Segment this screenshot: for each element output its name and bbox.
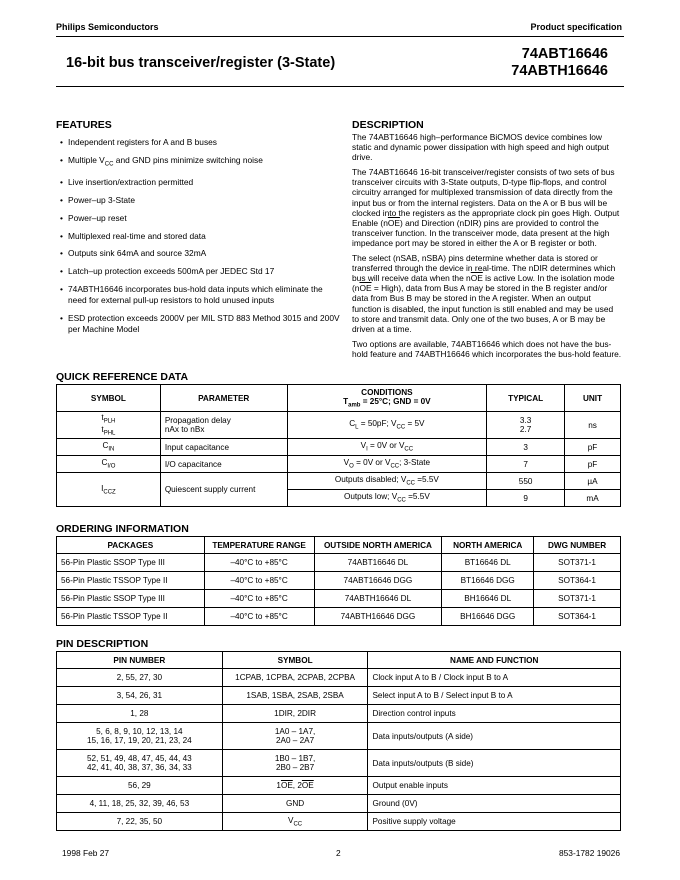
pin-number-cell: 56, 29 bbox=[57, 777, 223, 795]
table-row bbox=[57, 554, 621, 572]
symbol-cell: $C_{IN}$ bbox=[57, 439, 161, 456]
dwg-cell: SOT364-1 bbox=[534, 608, 621, 626]
table-row bbox=[57, 412, 621, 439]
ordering-table bbox=[56, 536, 621, 626]
part-number-1: 74ABT16646 bbox=[521, 46, 608, 62]
dwg-cell: SOT371-1 bbox=[534, 590, 621, 608]
package-cell: 56-Pin Plastic TSSOP Type II bbox=[57, 572, 205, 590]
function-cell: Direction control inputs bbox=[368, 705, 621, 723]
temperature-cell: –40°C to +85°C bbox=[204, 554, 314, 572]
table-row bbox=[57, 813, 621, 831]
feature-item: • Multiplexed real-time and stored data bbox=[60, 231, 340, 242]
function-cell: Positive supply voltage bbox=[368, 813, 621, 831]
feature-item: • Latch–up protection exceeds 500mA per JEDEC Std 17 bbox=[60, 266, 340, 277]
parameter-cell: Input capacitance bbox=[160, 439, 287, 456]
part-number-2: 74ABTH16646 bbox=[511, 63, 608, 79]
symbol-cell: $V_{CC}$ bbox=[222, 813, 368, 831]
column-header: PARAMETER bbox=[160, 385, 287, 412]
typical-cell: 9 bbox=[487, 490, 565, 507]
table-row bbox=[57, 777, 621, 795]
typical-cell: 7 bbox=[487, 456, 565, 473]
function-cell: Data inputs/outputs (B side) bbox=[368, 750, 621, 777]
column-header: TEMPERATURE RANGE bbox=[204, 537, 314, 554]
ordering-heading: ORDERING INFORMATION bbox=[56, 523, 189, 535]
header-rule bbox=[56, 36, 624, 37]
temperature-cell: –40°C to +85°C bbox=[204, 608, 314, 626]
part-numbers bbox=[511, 46, 608, 80]
table-row bbox=[57, 669, 621, 687]
temperature-cell: –40°C to +85°C bbox=[204, 590, 314, 608]
symbol-cell: 1DIR, 2DIR bbox=[222, 705, 368, 723]
outside-na-cell: 74ABT16646 DGG bbox=[314, 572, 442, 590]
outside-na-cell: 74ABTH16646 DGG bbox=[314, 608, 442, 626]
parameter-cell: Propagation delay nAx to nBx bbox=[160, 412, 287, 439]
page-number: 2 bbox=[336, 848, 341, 858]
feature-item: • 74ABTH16646 incorporates bus-hold data inputs which eliminate the need for external pull-up resistors to hold unused inputs bbox=[60, 284, 340, 306]
outside-na-cell: 74ABTH16646 DL bbox=[314, 590, 442, 608]
unit-cell: pF bbox=[565, 439, 621, 456]
unit-cell: mA bbox=[565, 490, 621, 507]
temperature-cell: –40°C to +85°C bbox=[204, 572, 314, 590]
footer-code: 853-1782 19026 bbox=[558, 848, 620, 858]
function-cell: Clock input A to B / Clock input B to A bbox=[368, 669, 621, 687]
feature-item: • Live insertion/extraction permitted bbox=[60, 177, 340, 188]
symbol-cell: 1CPAB, 1CPBA, 2CPAB, 2CPBA bbox=[222, 669, 368, 687]
pin-number-cell: 2, 55, 27, 30 bbox=[57, 669, 223, 687]
outside-na-cell: 74ABT16646 DL bbox=[314, 554, 442, 572]
page-title: 16-bit bus transceiver/register (3-State) bbox=[66, 55, 336, 71]
features-heading: FEATURES bbox=[56, 119, 112, 131]
header-rule-2 bbox=[56, 86, 624, 87]
symbol-cell: $t_{PLH}$ $t_{PHL}$ bbox=[57, 412, 161, 439]
column-header: NAME AND FUNCTION bbox=[368, 652, 621, 669]
column-header: PACKAGES bbox=[57, 537, 205, 554]
table-row bbox=[57, 795, 621, 813]
description-paragraph: The select (nSAB, nSBA) pins determine whether data is stored or transferred through the device in real-time. The nDIR determines which bus will receive data when the $n\overline{OE}$ is active Low. In the isolation mode ($n\overline{OE}$ = High), data from Bus A may be stored in the B register and/or data from Bus B may be stored in the A register. When an output function is disabled, the input function is still enabled and may be used to store and transmit data. Only one of the two buses, A or B may be driven at a time. bbox=[352, 253, 616, 334]
pin-number-cell: 7, 22, 35, 50 bbox=[57, 813, 223, 831]
table-row bbox=[57, 590, 621, 608]
column-header: SYMBOL bbox=[222, 652, 368, 669]
conditions-cell: $V_O = 0V$ or $V_{CC}$; 3-State bbox=[287, 456, 487, 473]
function-cell: Data inputs/outputs (A side) bbox=[368, 723, 621, 750]
symbol-cell: 1SAB, 1SBA, 2SAB, 2SBA bbox=[222, 687, 368, 705]
dwg-cell: SOT371-1 bbox=[534, 554, 621, 572]
typical-cell: 3.3 2.7 bbox=[487, 412, 565, 439]
column-header: CONDITIONS $T_{amb} = 25^\circ C$; GND = 0V bbox=[287, 385, 487, 412]
function-cell: Select input A to B / Select input B to A bbox=[368, 687, 621, 705]
description-body bbox=[352, 132, 622, 364]
na-cell: BT16646 DGG bbox=[442, 572, 534, 590]
table-row bbox=[57, 750, 621, 777]
document-type: Product specification bbox=[530, 22, 622, 32]
na-cell: BH16646 DGG bbox=[442, 608, 534, 626]
feature-item: • Power–up reset bbox=[60, 213, 340, 224]
feature-item: • Power–up 3-State bbox=[60, 195, 340, 206]
package-cell: 56-Pin Plastic TSSOP Type II bbox=[57, 608, 205, 626]
quick-reference-table bbox=[56, 384, 621, 507]
description-paragraph: Two options are available, 74ABT16646 which does not have the bus-hold feature and 74ABTH16646 which incorporates the bus-hold feature. bbox=[352, 338, 622, 359]
pin-number-cell: 5, 6, 8, 9, 10, 12, 13, 14 15, 16, 17, 19, 20, 21, 23, 24 bbox=[57, 723, 223, 750]
qrd-heading: QUICK REFERENCE DATA bbox=[56, 371, 189, 383]
description-paragraph: The 74ABT16646 high–performance BiCMOS device combines low static and dynamic power dissipation with high speed and high output drive. bbox=[352, 132, 609, 163]
table-row bbox=[57, 608, 621, 626]
description-heading: DESCRIPTION bbox=[352, 119, 424, 131]
feature-item: • Independent registers for A and B buses bbox=[60, 137, 340, 148]
typical-cell: 550 bbox=[487, 473, 565, 490]
symbol-cell: GND bbox=[222, 795, 368, 813]
parameter-cell: I/O capacitance bbox=[160, 456, 287, 473]
symbol-cell: 1A0 – 1A7, 2A0 – 2A7 bbox=[222, 723, 368, 750]
pin-number-cell: 4, 11, 18, 25, 32, 39, 46, 53 bbox=[57, 795, 223, 813]
column-header: NORTH AMERICA bbox=[442, 537, 534, 554]
table-row bbox=[57, 456, 621, 473]
feature-item: • ESD protection exceeds 2000V per MIL STD 883 Method 3015 and 200V per Machine Model bbox=[60, 313, 340, 335]
column-header: TYPICAL bbox=[487, 385, 565, 412]
dwg-cell: SOT364-1 bbox=[534, 572, 621, 590]
symbol-cell: $I_{CCZ}$ bbox=[57, 473, 161, 507]
pin-number-cell: 52, 51, 49, 48, 47, 45, 44, 43 42, 41, 40, 38, 37, 36, 34, 33 bbox=[57, 750, 223, 777]
parameter-cell: Quiescent supply current bbox=[160, 473, 287, 507]
package-cell: 56-Pin Plastic SSOP Type III bbox=[57, 554, 205, 572]
table-row bbox=[57, 572, 621, 590]
table-row bbox=[57, 473, 621, 490]
feature-item: • Multiple $V_{CC}$ and GND pins minimize switching noise bbox=[60, 155, 340, 171]
function-cell: Ground (0V) bbox=[368, 795, 621, 813]
conditions-cell: $C_L = 50pF$; $V_{CC} = 5V$ bbox=[287, 412, 487, 439]
conditions-cell: $V_I = 0V$ or $V_{CC}$ bbox=[287, 439, 487, 456]
description-paragraph: The 74ABT16646 16-bit transceiver/register consists of two sets of bus transceiver circuits with 3-State outputs, D-type flip-flops, and control circuitry arranged for multiplexed transmission of data directly from the input bus or from the internal registers. Data on the A or B bus will be clocked into the registers as the appropriate clock pin goes High. Output Enable $(n\overline{OE})$ and Direction (nDIR) pins are provided to control the transceiver function. In the transceiver mode, data present at the high impedance port may be stored in either the A or B register or both. bbox=[352, 167, 620, 248]
features-list bbox=[60, 137, 340, 342]
unit-cell: pF bbox=[565, 456, 621, 473]
unit-cell: µA bbox=[565, 473, 621, 490]
company-name: Philips Semiconductors bbox=[56, 22, 159, 32]
column-header: DWG NUMBER bbox=[534, 537, 621, 554]
conditions-cell: Outputs disabled; $V_{CC} =5.5V$ bbox=[287, 473, 487, 490]
typical-cell: 3 bbox=[487, 439, 565, 456]
table-row bbox=[57, 439, 621, 456]
na-cell: BT16646 DL bbox=[442, 554, 534, 572]
table-row bbox=[57, 705, 621, 723]
table-row bbox=[57, 723, 621, 750]
column-header: PIN NUMBER bbox=[57, 652, 223, 669]
na-cell: BH16646 DL bbox=[442, 590, 534, 608]
pin-heading: PIN DESCRIPTION bbox=[56, 638, 149, 650]
symbol-cell: $1\overline{OE}$, $2\overline{OE}$ bbox=[222, 777, 368, 795]
symbol-cell: $C_{I/O}$ bbox=[57, 456, 161, 473]
function-cell: Output enable inputs bbox=[368, 777, 621, 795]
feature-item: • Outputs sink 64mA and source 32mA bbox=[60, 248, 340, 259]
table-row bbox=[57, 687, 621, 705]
conditions-cell: Outputs low; $V_{CC} =5.5V$ bbox=[287, 490, 487, 507]
column-header: SYMBOL bbox=[57, 385, 161, 412]
footer-date: 1998 Feb 27 bbox=[62, 848, 110, 858]
package-cell: 56-Pin Plastic SSOP Type III bbox=[57, 590, 205, 608]
unit-cell: ns bbox=[565, 412, 621, 439]
pin-number-cell: 1, 28 bbox=[57, 705, 223, 723]
pin-number-cell: 3, 54, 26, 31 bbox=[57, 687, 223, 705]
column-header: UNIT bbox=[565, 385, 621, 412]
column-header: OUTSIDE NORTH AMERICA bbox=[314, 537, 442, 554]
pin-table bbox=[56, 651, 621, 831]
symbol-cell: 1B0 – 1B7, 2B0 – 2B7 bbox=[222, 750, 368, 777]
